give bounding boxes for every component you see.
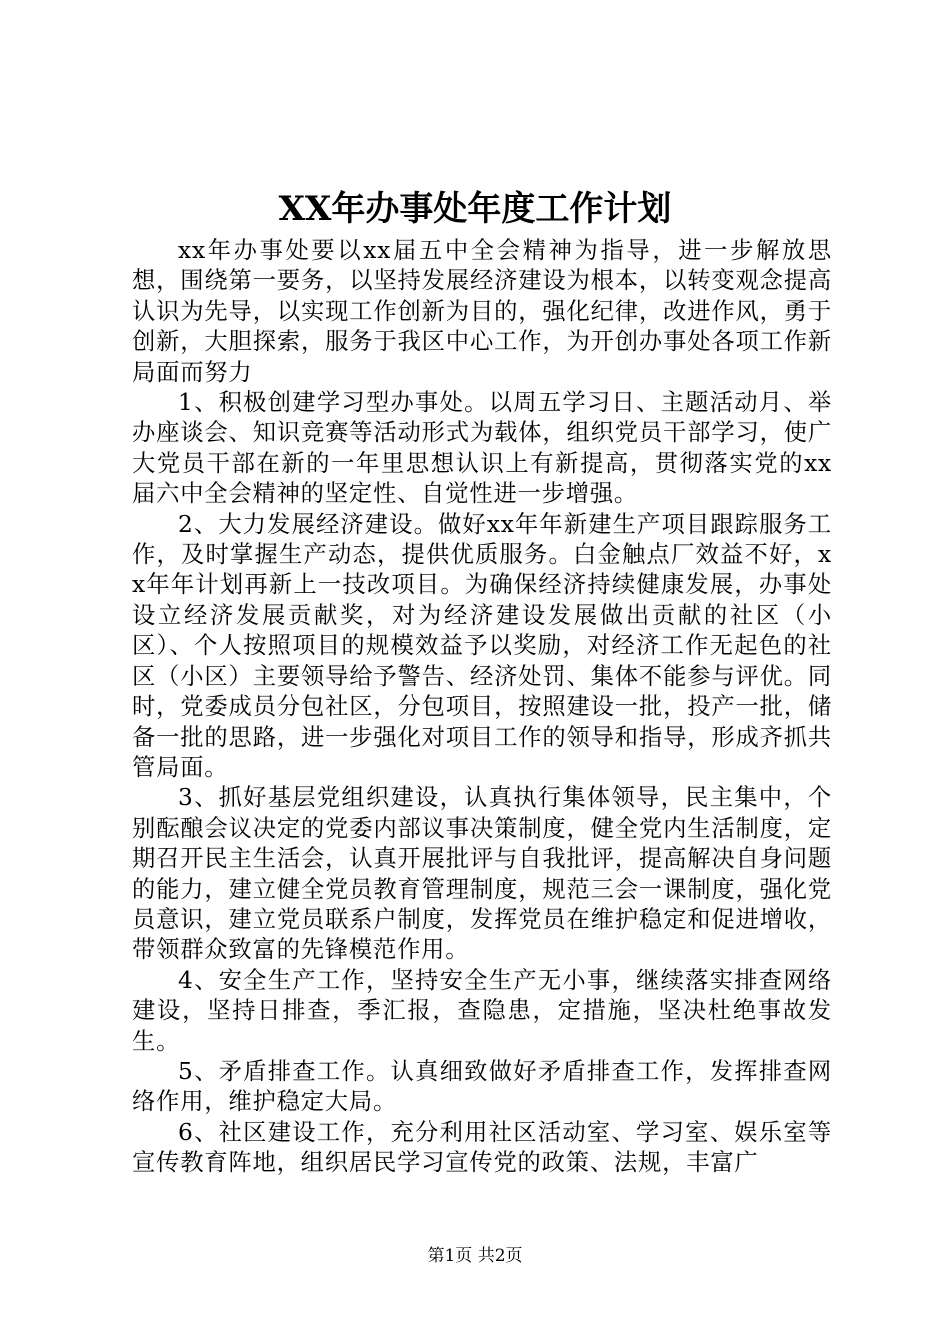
paragraph-item-3: 3、抓好基层党组织建设，认真执行集体领导，民主集中，个别酝酿会议决定的党委内部议事决策制度，健全党内生活制度，定期召开民主生活会，认真开展批评与自我批评，提高解决自身问题的能力，建立健全党员教育管理制度，规范三会一课制度，强化党员意识，建立党员联系户制度，发挥党员在维护稳定和促进增收，带领群众致富的先锋模范作用。 [132,784,832,964]
document-body [132,236,832,1179]
paragraph-intro: xx年办事处要以xx届五中全会精神为指导，进一步解放思想，围绕第一要务，以坚持发展经济建设为根本，以转变观念提高认识为先导，以实现工作创新为目的，强化纪律，改进作风，勇于创新，大胆探索，服务于我区中心工作，为开创办事处各项工作新局面而努力 [132,237,832,386]
paragraph-item-1: 1、积极创建学习型办事处。以周五学习日、主题活动月、举办座谈会、知识竞赛等活动形式为载体，组织党员干部学习，使广大党员干部在新的一年里思想认识上有新提高，贯彻落实党的xx届六中全会精神的坚定性、自觉性进一步增强。 [132,389,832,508]
paragraph-item-5: 5、矛盾排查工作。认真细致做好矛盾排查工作，发挥排查网络作用，维护稳定大局。 [132,1057,832,1116]
paragraph-item-6: 6、社区建设工作，充分利用社区活动室、学习室、娱乐室等宣传教育阵地，组织居民学习宣传党的政策、法规，丰富广 [132,1118,832,1177]
paragraph-item-4: 4、安全生产工作，坚持安全生产无小事，继续落实排查网络建设，坚持日排查，季汇报，查隐患，定措施，坚决杜绝事故发生。 [132,966,832,1055]
paragraph-item-2: 2、大力发展经济建设。做好xx年年新建生产项目跟踪服务工作，及时掌握生产动态，提供优质服务。白金触点厂效益不好，xx年年计划再新上一技改项目。为确保经济持续健康发展，办事处设立经济发展贡献奖，对为经济建设发展做出贡献的社区（小区）、个人按照项目的规模效益予以奖励，对经济工作无起色的社区（小区）主要领导给予警告、经济处罚、集体不能参与评优。同时，党委成员分包社区，分包项目，按照建设一批，投产一批，储备一批的思路，进一步强化对项目工作的领导和指导，形成齐抓共管局面。 [132,510,832,781]
page-number-footer: 第1页 共2页 [427,1246,523,1266]
document-title: XX年办事处年度工作计划 [278,189,672,229]
